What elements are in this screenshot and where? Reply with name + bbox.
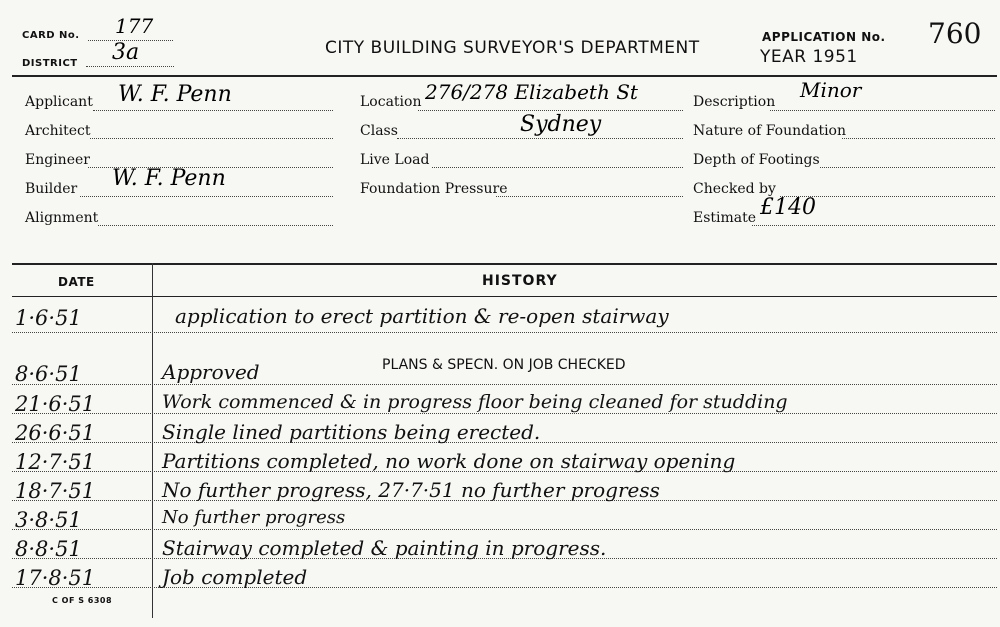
estimate-value: £140	[760, 195, 816, 220]
row-line	[12, 413, 997, 414]
engineer-label: Engineer	[25, 152, 90, 168]
history-text: application to erect partition & re-open stairway	[175, 304, 669, 328]
alignment-label: Alignment	[25, 210, 99, 226]
depth-of-footings-dots	[820, 167, 995, 168]
history-date: 3·8·51	[15, 508, 82, 532]
nature-of-foundation-dots	[842, 138, 995, 139]
description-value: Minor	[800, 78, 862, 102]
depth-of-footings-label: Depth of Footings	[693, 152, 820, 168]
history-header: HISTORY	[482, 273, 558, 289]
live-load-label: Live Load	[360, 152, 430, 168]
history-date: 8·6·51	[15, 362, 82, 386]
row-line	[12, 529, 997, 530]
location-label: Location	[360, 94, 422, 110]
district-label: DISTRICT	[22, 58, 78, 69]
builder-dots	[80, 196, 333, 197]
district-dots	[86, 66, 174, 67]
card-no-value: 177	[115, 14, 154, 38]
form-code: C OF S 6308	[52, 596, 113, 605]
history-text: Single lined partitions being erected.	[162, 420, 541, 444]
alignment-dots	[98, 225, 333, 226]
card-no-label: CARD No.	[22, 30, 80, 41]
foundation-pressure-dots	[496, 196, 683, 197]
description-label: Description	[693, 94, 776, 110]
location-dots	[418, 110, 683, 111]
history-text: Partitions completed, no work done on stairway opening	[162, 449, 736, 473]
header-rule	[12, 75, 997, 77]
history-header-rule	[12, 296, 997, 297]
department-title: CITY BUILDING SURVEYOR'S DEPARTMENT	[325, 38, 700, 58]
history-date: 8·8·51	[15, 537, 82, 561]
year-label: YEAR 1951	[760, 47, 858, 67]
history-text: Stairway completed & painting in progress.	[162, 536, 607, 560]
application-label: APPLICATION No.	[762, 30, 886, 44]
nature-of-foundation-label: Nature of Foundation	[693, 123, 846, 139]
history-text: Work commenced & in progress floor being cleaned for studding	[162, 391, 788, 413]
history-date: 21·6·51	[15, 392, 96, 416]
history-text: Approved	[162, 360, 260, 384]
history-text: No further progress	[162, 507, 346, 528]
applicant-dots	[93, 110, 333, 111]
checked-by-label: Checked by	[693, 181, 776, 197]
class-dots	[397, 138, 683, 139]
foundation-pressure-label: Foundation Pressure	[360, 181, 508, 197]
history-date: 26·6·51	[15, 421, 96, 445]
row-line	[12, 587, 997, 588]
row-line	[12, 332, 997, 333]
location-value: 276/278 Elizabeth St	[425, 80, 638, 104]
history-date: 12·7·51	[15, 450, 96, 474]
history-date: 1·6·51	[15, 306, 82, 330]
architect-label: Architect	[25, 123, 91, 139]
row-line	[12, 384, 997, 385]
class-value: Sydney	[520, 112, 602, 137]
class-label: Class	[360, 123, 398, 139]
builder-label: Builder	[25, 181, 78, 197]
application-number: 760	[928, 17, 982, 50]
live-load-dots	[432, 167, 683, 168]
history-date: 18·7·51	[15, 479, 96, 503]
history-text: Job completed	[162, 565, 308, 589]
plans-checked-stamp: PLANS & SPECN. ON JOB CHECKED	[382, 357, 626, 373]
history-date: 17·8·51	[15, 566, 96, 590]
applicant-label: Applicant	[25, 94, 93, 110]
history-top-rule	[12, 263, 997, 265]
estimate-label: Estimate	[693, 210, 757, 226]
history-text: No further progress, 27·7·51 no further progress	[162, 478, 660, 502]
date-column-divider	[152, 263, 153, 618]
district-value: 3a	[112, 40, 140, 65]
description-dots	[770, 110, 995, 111]
estimate-dots	[752, 225, 995, 226]
architect-dots	[90, 138, 333, 139]
builder-value: W. F. Penn	[112, 166, 226, 191]
date-header: DATE	[58, 275, 95, 289]
applicant-value: W. F. Penn	[118, 82, 232, 107]
